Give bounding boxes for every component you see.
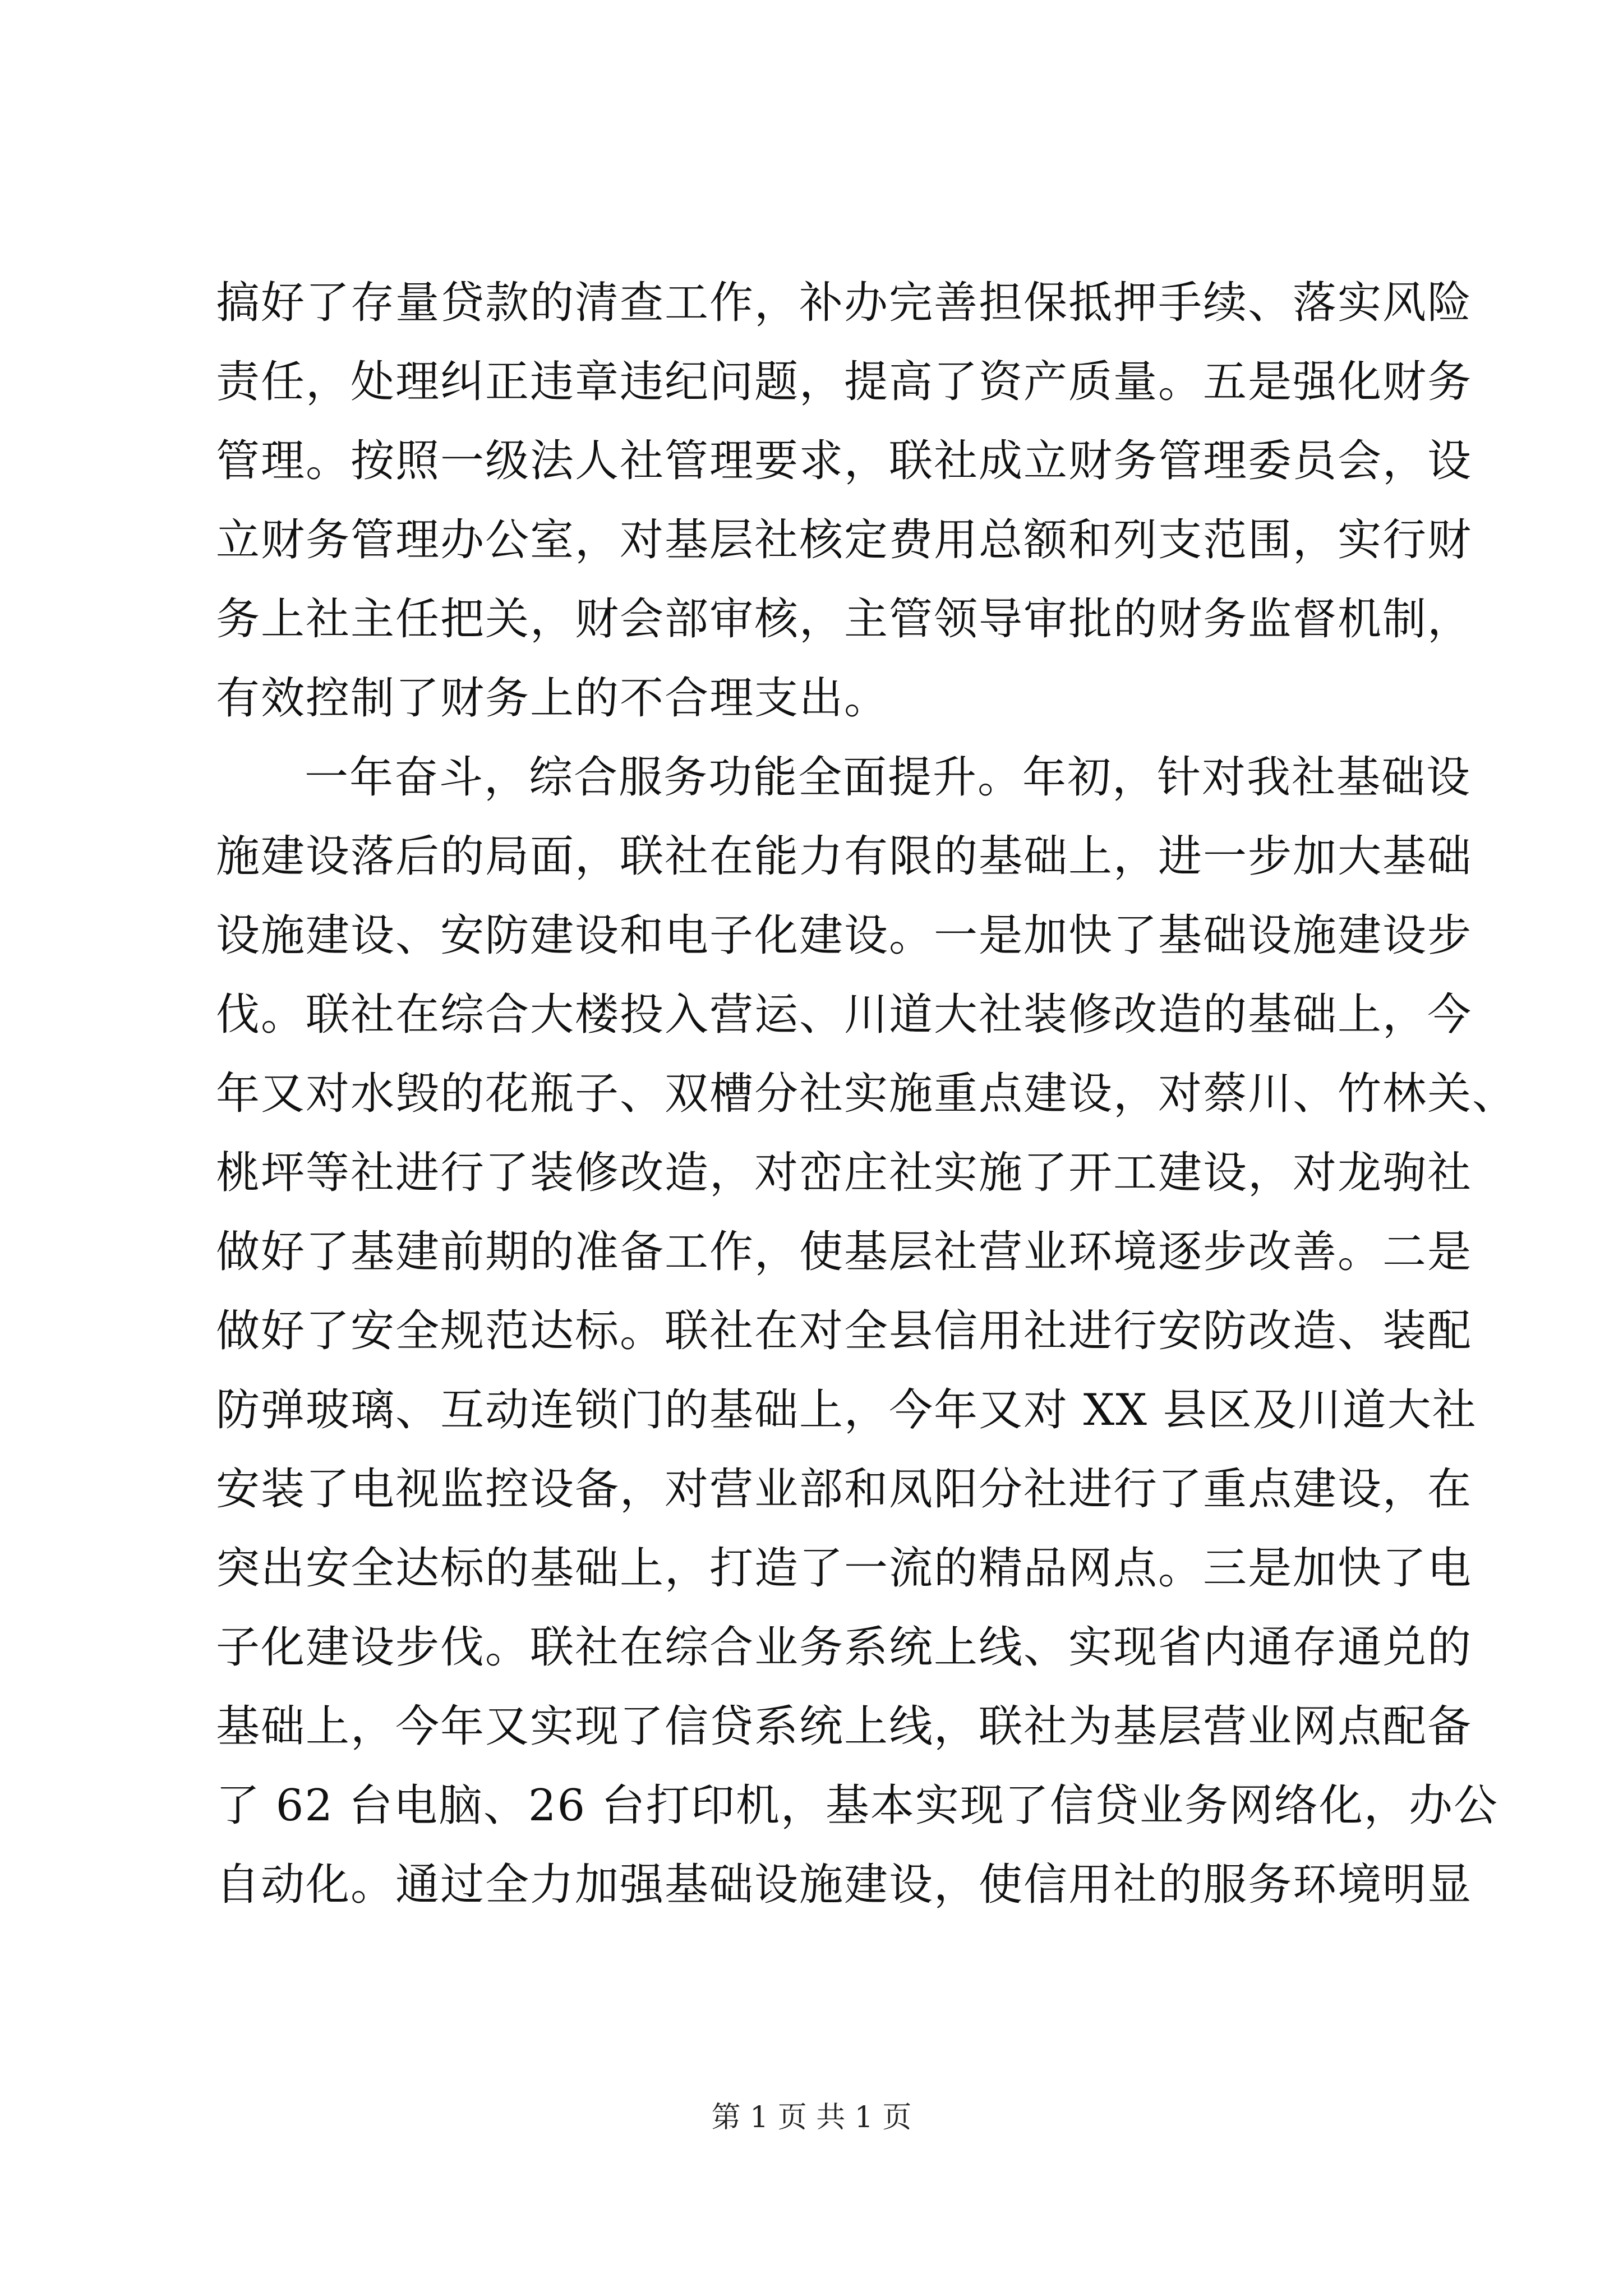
text-line: 桃坪等社进行了装修改造，对峦庄社实施了开工建设，对龙驹社 (216, 1148, 1473, 1198)
text-line: 防弹玻璃、互动连锁门的基础上，今年又对 XX 县区及川道大社 (216, 1385, 1477, 1435)
text-line: 责任，处理纠正违章违纪问题，提高了资产质量。五是强化财务 (216, 357, 1473, 407)
text-line: 自动化。通过全力加强基础设施建设，使信用社的服务环境明显 (216, 1860, 1473, 1910)
text-line: 务上社主任把关，财会部审核，主管领导审批的财务监督机制， (216, 594, 1473, 645)
text-line: 安装了电视监控设备，对营业部和凤阳分社进行了重点建设，在 (216, 1464, 1473, 1515)
text-line: 年又对水毁的花瓶子、双槽分社实施重点建设，对蔡川、竹林关、 (216, 1069, 1518, 1119)
text-line: 设施建设、安防建设和电子化建设。一是加快了基础设施建设步 (216, 910, 1473, 961)
page-number-footer: 第 1 页 共 1 页 (711, 2101, 912, 2134)
text-line: 立财务管理办公室，对基层社核定费用总额和列支范围，实行财 (216, 515, 1473, 565)
text-line: 子化建设步伐。联社在综合业务系统上线、实现省内通存通兑的 (216, 1622, 1473, 1673)
text-line: 做好了基建前期的准备工作，使基层社营业环境逐步改善。二是 (216, 1227, 1473, 1277)
text-line: 基础上，今年又实现了信贷系统上线，联社为基层营业网点配备 (216, 1701, 1473, 1752)
text-line: 有效控制了财务上的不合理支出。 (216, 673, 889, 724)
body-text (216, 264, 1518, 1925)
text-line: 管理。按照一级法人社管理要求，联社成立财务管理委员会，设 (216, 436, 1473, 486)
text-line: 施建设落后的局面，联社在能力有限的基础上，进一步加大基础 (216, 831, 1473, 882)
text-line: 搞好了存量贷款的清查工作，补办完善担保抵押手续、落实风险 (216, 278, 1473, 328)
text-line: 突出安全达标的基础上，打造了一流的精品网点。三是加快了电 (216, 1543, 1473, 1594)
text-line: 了 62 台电脑、26 台打印机，基本实现了信贷业务网络化，办公 (216, 1780, 1498, 1831)
text-line: 伐。联社在综合大楼投入营运、川道大社装修改造的基础上，今 (216, 990, 1473, 1040)
text-line: 做好了安全规范达标。联社在对全县信用社进行安防改造、装配 (216, 1306, 1473, 1356)
paragraph-first-line: 一年奋斗，综合服务功能全面提升。年初，针对我社基础设 (305, 752, 1472, 803)
